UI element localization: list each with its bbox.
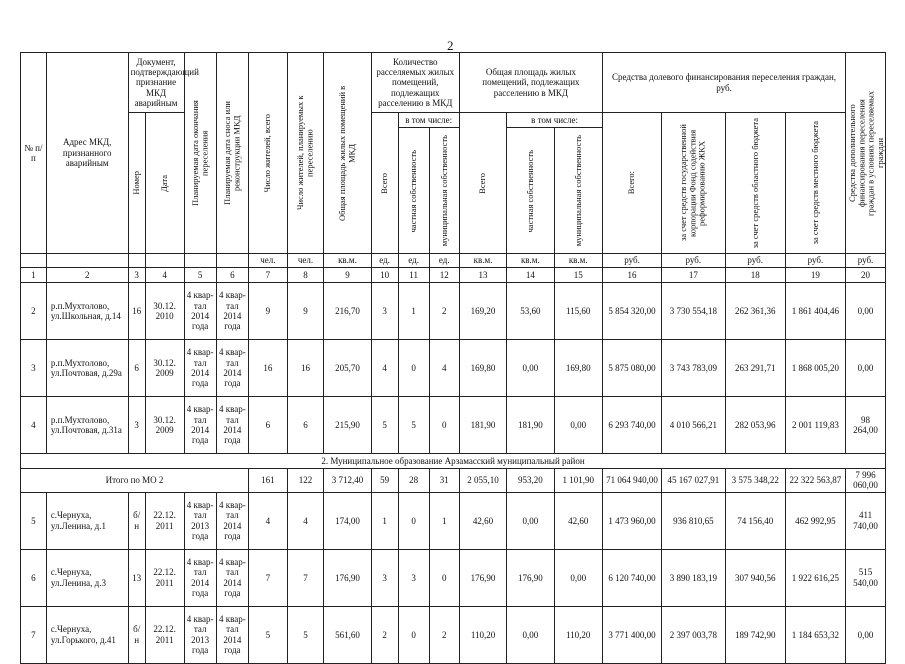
row-value-col-15: 0,00 xyxy=(554,397,602,454)
row-doc-number: 16 xyxy=(128,283,145,340)
column-number-9: 9 xyxy=(324,268,371,283)
row-value-col-12: 2 xyxy=(429,606,459,663)
row-value-col-17: 4 010 566,21 xyxy=(662,397,725,454)
row-value-col-8: 4 xyxy=(287,492,324,549)
row-value-col-10: 1 xyxy=(371,492,398,549)
column-number-14: 14 xyxy=(507,268,554,283)
row-value-col-10: 2 xyxy=(371,606,398,663)
row-value-col-18: 189 742,90 xyxy=(725,606,785,663)
column-number-4: 4 xyxy=(145,268,184,283)
header-area-private: частная собственность xyxy=(507,128,554,254)
column-number-10: 10 xyxy=(371,268,398,283)
section-row xyxy=(21,454,886,469)
row-value-col-16: 6 293 740,00 xyxy=(602,397,661,454)
row-value-col-8: 16 xyxy=(287,340,324,397)
header-area-in-that-number: в том числе: xyxy=(507,113,603,128)
row-value-col-16: 3 771 400,00 xyxy=(602,606,661,663)
table-row xyxy=(21,606,886,663)
row-value-col-13: 169,80 xyxy=(459,340,506,397)
row-value-col-17: 936 810,65 xyxy=(662,492,725,549)
row-number: 2 xyxy=(21,283,47,340)
row-value-col-7: 7 xyxy=(249,549,288,606)
row-value-col-11: 5 xyxy=(398,397,429,454)
total-value-8: 122 xyxy=(287,469,324,493)
row-value-col-14: 0,00 xyxy=(507,606,554,663)
row-value-col-14: 181,90 xyxy=(507,397,554,454)
header-num: № п/п xyxy=(21,53,47,254)
unit-cell-17: руб. xyxy=(662,254,725,268)
row-doc-date: 30.12. 2009 xyxy=(145,397,184,454)
unit-cell-15: кв.м. xyxy=(554,254,602,268)
column-number-16: 16 xyxy=(602,268,661,283)
header-planned-demolition: Планируемая дата сноса или реконструкции МКД xyxy=(216,53,248,254)
table-row xyxy=(21,397,886,454)
column-number-12: 12 xyxy=(429,268,459,283)
table-row xyxy=(21,492,886,549)
row-planned-end: 4 квар- тал 2014 года xyxy=(184,549,216,606)
column-number-11: 11 xyxy=(398,268,429,283)
header-planned-end: Планируемая дата окончания переселения xyxy=(184,53,216,254)
row-value-col-9: 216,70 xyxy=(324,283,371,340)
unit-cell-2 xyxy=(46,254,128,268)
total-value-15: 1 101,90 xyxy=(554,469,602,493)
unit-cell-20: руб. xyxy=(846,254,886,268)
row-doc-date: 22.12. 2011 xyxy=(145,549,184,606)
row-doc-number: 13 xyxy=(128,549,145,606)
total-value-10: 59 xyxy=(371,469,398,493)
row-value-col-14: 0,00 xyxy=(507,340,554,397)
row-planned-demolition: 4 квар- тал 2014 года xyxy=(216,606,248,663)
row-value-col-18: 74 156,40 xyxy=(725,492,785,549)
row-number: 6 xyxy=(21,549,47,606)
header-area-total: Всего xyxy=(459,113,506,254)
row-address: р.п.Мухтолово, ул.Почтовая, д.31а xyxy=(46,397,128,454)
unit-cell-13: кв.м. xyxy=(459,254,506,268)
row-value-col-10: 5 xyxy=(371,397,398,454)
row-doc-date: 22.12. 2011 xyxy=(145,606,184,663)
row-value-col-20: 0,00 xyxy=(846,283,886,340)
header-area-resettle: Общая площадь жилых помещений, подлежащих расселению в МКД xyxy=(459,53,602,113)
header-in-that-number: в том числе: xyxy=(398,113,459,128)
column-number-5: 5 xyxy=(184,268,216,283)
total-value-12: 31 xyxy=(429,469,459,493)
column-number-18: 18 xyxy=(725,268,785,283)
row-address: р.п.Мухтолово, ул.Почтовая, д.29а xyxy=(46,340,128,397)
row-doc-date: 30.12. 2009 xyxy=(145,340,184,397)
header-rooms-count: Количество расселяемых жилых помещений, подлежащих расселению в МКД xyxy=(371,53,459,113)
row-value-col-16: 6 120 740,00 xyxy=(602,549,661,606)
row-address: с.Чернуха, ул.Горького, д.41 xyxy=(46,606,128,663)
row-value-col-19: 1 184 653,32 xyxy=(785,606,845,663)
row-value-col-7: 16 xyxy=(249,340,288,397)
total-value-14: 953,20 xyxy=(507,469,554,493)
row-value-col-18: 282 053,96 xyxy=(725,397,785,454)
row-value-col-10: 4 xyxy=(371,340,398,397)
row-value-col-16: 5 854 320,00 xyxy=(602,283,661,340)
unit-cell-18: руб. xyxy=(725,254,785,268)
row-address: с.Чернуха, ул.Ленина, д.3 xyxy=(46,549,128,606)
total-value-13: 2 055,10 xyxy=(459,469,506,493)
table-row xyxy=(21,340,886,397)
row-value-col-11: 0 xyxy=(398,340,429,397)
header-municipal: муниципальная собственность xyxy=(429,128,459,254)
row-doc-number: б/ н xyxy=(128,492,145,549)
column-number-8: 8 xyxy=(287,268,324,283)
column-number-1: 1 xyxy=(21,268,47,283)
row-number: 5 xyxy=(21,492,47,549)
row-value-col-17: 3 743 783,09 xyxy=(662,340,725,397)
row-doc-number: 6 xyxy=(128,340,145,397)
header-fund-region: за счет средств областного бюджета xyxy=(725,113,785,254)
row-value-col-19: 1 868 005,20 xyxy=(785,340,845,397)
header-residents-total: Число жителей, всего xyxy=(249,53,288,254)
row-value-col-17: 3 890 183,19 xyxy=(662,549,725,606)
row-value-col-7: 6 xyxy=(249,397,288,454)
row-value-col-13: 181,90 xyxy=(459,397,506,454)
total-value-16: 71 064 940,00 xyxy=(602,469,661,493)
row-value-col-20: 515 540,00 xyxy=(846,549,886,606)
row-planned-demolition: 4 квар- тал 2014 года xyxy=(216,549,248,606)
row-value-col-12: 4 xyxy=(429,340,459,397)
column-number-3: 3 xyxy=(128,268,145,283)
unit-cell-8: чел. xyxy=(287,254,324,268)
column-number-20: 20 xyxy=(846,268,886,283)
row-value-col-15: 42,60 xyxy=(554,492,602,549)
total-value-17: 45 167 027,91 xyxy=(662,469,725,493)
row-value-col-9: 176,90 xyxy=(324,549,371,606)
row-value-col-13: 110,20 xyxy=(459,606,506,663)
page-number: 2 xyxy=(447,38,454,53)
table-row xyxy=(21,549,886,606)
unit-cell-12: ед. xyxy=(429,254,459,268)
row-address: с.Чернуха, ул.Ленина, д.1 xyxy=(46,492,128,549)
row-value-col-13: 169,20 xyxy=(459,283,506,340)
row-value-col-15: 169,80 xyxy=(554,340,602,397)
total-value-18: 3 575 348,22 xyxy=(725,469,785,493)
column-number-19: 19 xyxy=(785,268,845,283)
row-value-col-15: 0,00 xyxy=(554,549,602,606)
column-number-15: 15 xyxy=(554,268,602,283)
row-value-col-20: 0,00 xyxy=(846,606,886,663)
row-value-col-19: 462 992,95 xyxy=(785,492,845,549)
unit-cell-19: руб. xyxy=(785,254,845,268)
unit-cell-11: ед. xyxy=(398,254,429,268)
row-value-col-11: 1 xyxy=(398,283,429,340)
row-value-col-20: 98 264,00 xyxy=(846,397,886,454)
row-value-col-13: 176,90 xyxy=(459,549,506,606)
header-fund-extra: Средства дополнительного финансирования переселения граждан в условиях переселяемых граждан xyxy=(846,53,886,254)
unit-cell-10: ед. xyxy=(371,254,398,268)
row-value-col-19: 1 861 404,46 xyxy=(785,283,845,340)
row-value-col-15: 115,60 xyxy=(554,283,602,340)
unit-cell-4 xyxy=(145,254,184,268)
row-value-col-12: 1 xyxy=(429,492,459,549)
row-value-col-18: 262 361,36 xyxy=(725,283,785,340)
row-value-col-7: 9 xyxy=(249,283,288,340)
row-value-col-7: 4 xyxy=(249,492,288,549)
row-value-col-16: 5 875 080,00 xyxy=(602,340,661,397)
table-row xyxy=(21,283,886,340)
row-planned-demolition: 4 квар- тал 2014 года xyxy=(216,492,248,549)
row-planned-end: 4 квар- тал 2013 года xyxy=(184,606,216,663)
row-doc-number: б/ н xyxy=(128,606,145,663)
row-value-col-17: 3 730 554,18 xyxy=(662,283,725,340)
unit-cell-6 xyxy=(216,254,248,268)
row-value-col-9: 561,60 xyxy=(324,606,371,663)
unit-cell-16: руб. xyxy=(602,254,661,268)
row-planned-demolition: 4 квар- тал 2014 года xyxy=(216,397,248,454)
total-value-9: 3 712,40 xyxy=(324,469,371,493)
column-numbers-row xyxy=(21,268,886,283)
row-value-col-11: 0 xyxy=(398,606,429,663)
row-value-col-7: 5 xyxy=(249,606,288,663)
unit-cell-1 xyxy=(21,254,47,268)
row-value-col-8: 7 xyxy=(287,549,324,606)
unit-cell-9: кв.м. xyxy=(324,254,371,268)
row-doc-number: 3 xyxy=(128,397,145,454)
row-planned-demolition: 4 квар- тал 2014 года xyxy=(216,340,248,397)
section-title: 2. Муниципальное образование Арзамасский муниципальный район xyxy=(21,454,886,469)
header-funding: Средства долевого финансирования переселения граждан, руб. xyxy=(602,53,845,113)
row-doc-date: 22.12. 2011 xyxy=(145,492,184,549)
row-value-col-9: 215,90 xyxy=(324,397,371,454)
row-number: 7 xyxy=(21,606,47,663)
row-value-col-8: 9 xyxy=(287,283,324,340)
header-private: частная собственность xyxy=(398,128,429,254)
column-number-17: 17 xyxy=(662,268,725,283)
row-value-col-19: 1 922 616,25 xyxy=(785,549,845,606)
row-value-col-14: 176,90 xyxy=(507,549,554,606)
units-row xyxy=(21,254,886,268)
row-planned-end: 4 квар- тал 2014 года xyxy=(184,397,216,454)
total-value-20: 7 996 060,00 xyxy=(846,469,886,493)
header-doc-number: Номер xyxy=(128,113,145,254)
row-planned-demolition: 4 квар- тал 2014 года xyxy=(216,283,248,340)
column-number-2: 2 xyxy=(46,268,128,283)
row-value-col-13: 42,60 xyxy=(459,492,506,549)
row-value-col-11: 3 xyxy=(398,549,429,606)
resettlement-table xyxy=(20,52,886,664)
header-fund-corp: за счет средств государственной корпорации Фонд содействия реформированию ЖКХ xyxy=(662,113,725,254)
header-doc-date: Дата xyxy=(145,113,184,254)
unit-cell-3 xyxy=(128,254,145,268)
row-address: р.п.Мухтолово, ул.Школьная, д.14 xyxy=(46,283,128,340)
row-value-col-17: 2 397 003,78 xyxy=(662,606,725,663)
row-value-col-20: 411 740,00 xyxy=(846,492,886,549)
column-number-6: 6 xyxy=(216,268,248,283)
header-fund-total: Всего: xyxy=(602,113,661,254)
row-value-col-11: 0 xyxy=(398,492,429,549)
row-value-col-20: 0,00 xyxy=(846,340,886,397)
column-number-13: 13 xyxy=(459,268,506,283)
total-value-7: 161 xyxy=(249,469,288,493)
row-value-col-14: 0,00 xyxy=(507,492,554,549)
row-value-col-19: 2 001 119,83 xyxy=(785,397,845,454)
row-value-col-15: 110,20 xyxy=(554,606,602,663)
unit-cell-7: чел. xyxy=(249,254,288,268)
row-value-col-12: 0 xyxy=(429,397,459,454)
row-value-col-8: 6 xyxy=(287,397,324,454)
header-rooms-total: Всего xyxy=(371,113,398,254)
row-value-col-14: 53,60 xyxy=(507,283,554,340)
column-number-7: 7 xyxy=(249,268,288,283)
row-value-col-16: 1 473 960,00 xyxy=(602,492,661,549)
row-value-col-18: 307 940,56 xyxy=(725,549,785,606)
row-value-col-10: 3 xyxy=(371,549,398,606)
header-document: Документ, подтверждающий признание МКД аварийным xyxy=(128,53,184,113)
header-residents-planned: Число жителей, планируемых к переселению xyxy=(287,53,324,254)
row-value-col-8: 5 xyxy=(287,606,324,663)
total-label: Итого по МО 2 xyxy=(21,469,249,493)
header-fund-local: за счет средств местного бюджета xyxy=(785,113,845,254)
row-value-col-9: 174,00 xyxy=(324,492,371,549)
row-number: 4 xyxy=(21,397,47,454)
header-area-municipal: муниципальная собственность xyxy=(554,128,602,254)
row-value-col-9: 205,70 xyxy=(324,340,371,397)
row-number: 3 xyxy=(21,340,47,397)
row-planned-end: 4 квар- тал 2014 года xyxy=(184,340,216,397)
row-planned-end: 4 квар- тал 2013 года xyxy=(184,492,216,549)
header-address: Адрес МКД, признанного аварийным xyxy=(46,53,128,254)
unit-cell-14: кв.м. xyxy=(507,254,554,268)
row-planned-end: 4 квар- тал 2014 года xyxy=(184,283,216,340)
row-doc-date: 30.12. 2010 xyxy=(145,283,184,340)
row-value-col-12: 0 xyxy=(429,549,459,606)
row-value-col-18: 263 291,71 xyxy=(725,340,785,397)
total-value-11: 28 xyxy=(398,469,429,493)
total-value-19: 22 322 563,87 xyxy=(785,469,845,493)
header-total-area: Общая площадь жилых помещений в МКД xyxy=(324,53,371,254)
unit-cell-5 xyxy=(184,254,216,268)
total-row xyxy=(21,469,886,493)
row-value-col-10: 3 xyxy=(371,283,398,340)
row-value-col-12: 2 xyxy=(429,283,459,340)
